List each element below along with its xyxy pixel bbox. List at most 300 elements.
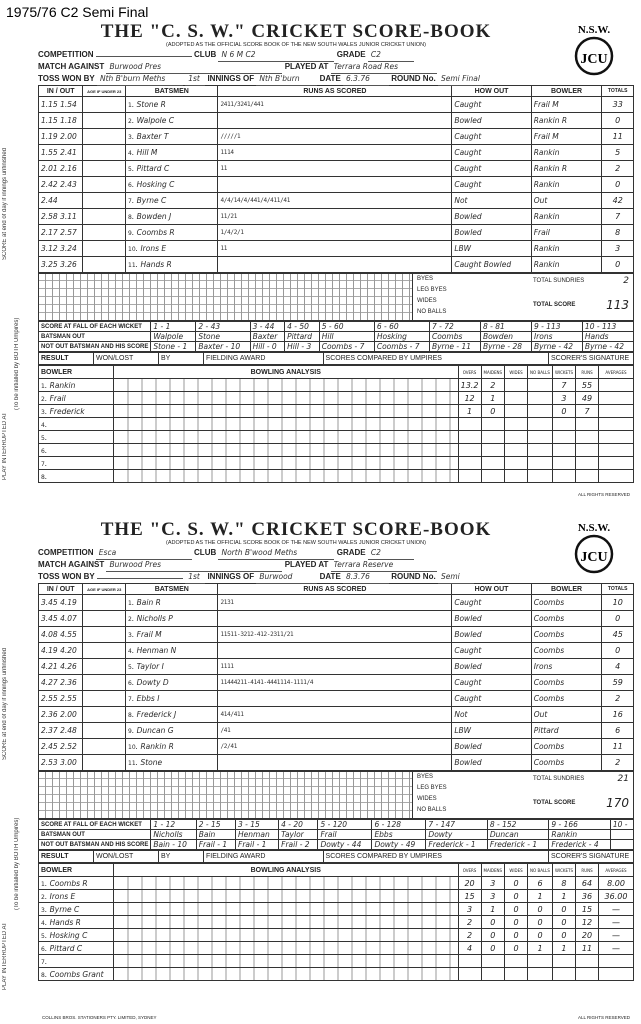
batsman-how-out: Bowled: [452, 611, 531, 627]
bowler-overs: [458, 418, 481, 431]
batsman-runs: [218, 643, 452, 659]
date-label-2: DATE: [319, 572, 341, 581]
tally-grid: [38, 273, 634, 321]
bowler-wides: 0: [505, 929, 528, 942]
bowler-name: 8. Coombs Grant: [39, 968, 114, 981]
total-sundries-label-2: TOTAL SUNDRIES: [533, 776, 585, 782]
batsman-bowler: Frail M: [531, 97, 602, 113]
totals-header: TOTALS: [602, 86, 634, 97]
batsman-time: 2.01 2.16: [39, 161, 83, 177]
batsman-total: 4: [602, 659, 634, 675]
bowler-runs: 49: [576, 392, 599, 405]
bowler-maidens: 1: [481, 392, 505, 405]
bowler-no-balls: [528, 968, 553, 981]
bowler-wickets: 0: [552, 405, 575, 418]
batsman-name: 9. Coombs R: [126, 225, 218, 241]
bowler-wickets: [552, 955, 575, 968]
batsman-total: 2: [602, 755, 634, 771]
not-out-label: NOT OUT BATSMAN AND HIS SCORE: [39, 342, 151, 352]
bowler-row: [39, 470, 634, 483]
batsman-total: 5: [602, 145, 634, 161]
bowler-wickets: [552, 457, 575, 470]
batsman-runs: 1114: [218, 145, 452, 161]
bowler-name: 7.: [39, 457, 114, 470]
scorer-signature-label-2: SCORER'S SIGNATURE: [549, 851, 634, 863]
bowler-overs: 2: [458, 916, 481, 929]
grade-value: C2: [368, 49, 414, 62]
batsman-name: 1. Stone R: [126, 97, 218, 113]
batsman-total: 0: [602, 177, 634, 193]
batsman-row: [39, 595, 634, 611]
bowler-average: [599, 392, 634, 405]
bowler-wides: [505, 968, 528, 981]
bowler-no-balls: [528, 444, 553, 457]
bowler-average: [599, 968, 634, 981]
bowler-maidens: [481, 418, 505, 431]
by-label: BY: [159, 353, 204, 365]
bowler-runs: 55: [576, 379, 599, 392]
book-subtitle: (ADOPTED AS THE OFFICIAL SCORE BOOK OF THE NEW SOUTH WALES JUNIOR CRICKET UNION): [166, 42, 426, 48]
batsman-row: [39, 707, 634, 723]
batsman-row: [39, 241, 634, 257]
bowler-name: 2. Irons E: [39, 890, 114, 903]
bowler-row: [39, 457, 634, 470]
batsman-total: 10: [602, 595, 634, 611]
batsman-bowler: Coombs: [531, 739, 602, 755]
batsman-time: 2.44: [39, 193, 83, 209]
bowler-header-2: BOWLER: [531, 584, 602, 595]
played-at-value-2: Terrara Reserve: [331, 559, 437, 572]
batsman-age: [83, 209, 126, 225]
bowler-no-balls: 1: [528, 890, 553, 903]
played-at-label: PLAYED AT: [284, 62, 329, 71]
age-header: AGE IF UNDER 23: [83, 86, 126, 97]
by-label-2: BY: [159, 851, 204, 863]
batsman-name: 2. Walpole C: [126, 113, 218, 129]
batsman-age: [83, 627, 126, 643]
bowler-row: [39, 418, 634, 431]
bowler-no-balls: [528, 392, 553, 405]
bowler-maidens: [481, 444, 505, 457]
batsman-how-out: Bowled: [452, 739, 531, 755]
result-row: [38, 352, 634, 365]
bowler-wickets: [552, 444, 575, 457]
fielding-award-label: FIELDING AWARD: [204, 353, 324, 365]
bowler-wickets: 0: [552, 916, 575, 929]
batsman-age: [83, 755, 126, 771]
competition-row-2: [38, 547, 634, 559]
batsman-row: [39, 659, 634, 675]
bowling-table: BOWLER BOWLING ANALYSIS OVERS MAIDENS WIDES NO BALLS WICKETS RUNS AVERAGES 1. Rankin 13.2 2 7 55 2. Frail 12 1 3 49 3. Frederick 1 0 0 7 4. 5. 6. 7. 8.: [38, 365, 634, 483]
bowling-analysis-header-2: BOWLING ANALYSIS: [114, 864, 459, 877]
batsman-name: 8. Frederick J: [126, 707, 218, 723]
batsman-how-out: Not: [452, 707, 531, 723]
toss-label-2: TOSS WON BY: [38, 572, 95, 581]
bowler-overs: [458, 968, 481, 981]
innings-label: INNINGS OF: [207, 74, 255, 83]
bowler-row: [39, 392, 634, 405]
bowler-wides: [505, 444, 528, 457]
batting-table-2: [38, 583, 634, 771]
toss-row-2: [38, 571, 634, 583]
wides-label: WIDES: [417, 298, 437, 304]
leg-byes-label: LEG BYES: [417, 287, 447, 293]
batsman-bowler: Rankin: [531, 209, 602, 225]
batsman-name: 3. Frail M: [126, 627, 218, 643]
bowling-overs-grid: [114, 457, 459, 470]
no-balls-label: NO BALLS: [417, 309, 447, 315]
batsman-age: [83, 145, 126, 161]
bowler-average: —: [599, 929, 634, 942]
logo-text: N.S.W.: [577, 24, 611, 36]
bowler-runs: 36: [576, 890, 599, 903]
bowler-runs: [576, 968, 599, 981]
bowler-wickets: 8: [552, 877, 575, 890]
bowler-wides: [505, 955, 528, 968]
bowling-overs-grid: [114, 418, 459, 431]
bowler-name: 1. Coombs R: [39, 877, 114, 890]
won-lost-label-2: WON/LOST: [94, 851, 159, 863]
batsman-age: [83, 723, 126, 739]
toss-value: Nth B'burn Meths: [97, 73, 183, 86]
batsman-bowler: Pittard: [531, 723, 602, 739]
bowler-name: 8.: [39, 470, 114, 483]
bowler-average: —: [599, 916, 634, 929]
side-interrupted-label: PLAY INTERRUPTED AT: [2, 412, 8, 480]
batsman-how-out: Bowled: [452, 113, 531, 129]
batsman-total: 42: [602, 193, 634, 209]
publisher-text: COLLINS BROS. STATIONERS PTY. LIMITED, SYDNEY: [42, 1015, 157, 1020]
bowler-maidens: 1: [481, 903, 505, 916]
batsman-runs: [218, 611, 452, 627]
total-sundries-label: TOTAL SUNDRIES: [533, 278, 585, 284]
bowling-overs-grid: [114, 903, 459, 916]
bowler-no-balls: [528, 457, 553, 470]
batsman-runs: /////1: [218, 129, 452, 145]
bowler-name: 4. Hands R: [39, 916, 114, 929]
batsman-total: 0: [602, 611, 634, 627]
how-out-header: HOW OUT: [452, 86, 531, 97]
bowler-row: [39, 916, 634, 929]
batsman-age: [83, 113, 126, 129]
batsman-bowler: Coombs: [531, 595, 602, 611]
bowler-maidens: 0: [481, 929, 505, 942]
club-label: CLUB: [194, 50, 217, 59]
bowling-overs-grid: [114, 942, 459, 955]
batsman-time: 2.53 3.00: [39, 755, 83, 771]
bowler-wickets: 3: [552, 392, 575, 405]
club-value-2: North B'wood Meths: [218, 547, 334, 560]
bowler-name: 5.: [39, 431, 114, 444]
batsman-bowler: Rankin: [531, 145, 602, 161]
batsman-age: [83, 691, 126, 707]
batsman-bowler: Out: [531, 193, 602, 209]
batsman-time: 3.25 3.26: [39, 257, 83, 273]
bowler-wides: [505, 431, 528, 444]
bowler-name: 3. Byrne C: [39, 903, 114, 916]
batsman-bowler: Frail: [531, 225, 602, 241]
batsman-runs: [218, 113, 452, 129]
batsman-how-out: Bowled: [452, 659, 531, 675]
batsman-row: [39, 145, 634, 161]
batsman-bowler: Rankin: [531, 257, 602, 273]
bowler-runs: [576, 955, 599, 968]
batsman-how-out: Caught: [452, 643, 531, 659]
batsman-total: 0: [602, 643, 634, 659]
batsman-age: [83, 643, 126, 659]
batsman-bowler: Out: [531, 707, 602, 723]
batsman-how-out: Bowled: [452, 225, 531, 241]
batsman-how-out: Caught: [452, 145, 531, 161]
bowler-maidens: 2: [481, 379, 505, 392]
batsman-bowler: Rankin: [531, 177, 602, 193]
batsman-time: 3.45 4.07: [39, 611, 83, 627]
total-score-label: TOTAL SCORE: [533, 302, 576, 308]
bowler-name: 6. Pittard C: [39, 942, 114, 955]
batsman-name: 7. Ebbs I: [126, 691, 218, 707]
batsman-runs: 1111: [218, 659, 452, 675]
batsman-age: [83, 659, 126, 675]
batsman-name: 5. Taylor I: [126, 659, 218, 675]
batsman-how-out: Caught: [452, 129, 531, 145]
bowling-overs-grid: [114, 890, 459, 903]
batsman-how-out: Bowled: [452, 627, 531, 643]
bowling-overs-grid: [114, 431, 459, 444]
batsman-runs: [218, 257, 452, 273]
batsman-total: 11: [602, 129, 634, 145]
batsman-bowler: Coombs: [531, 611, 602, 627]
fow-label: SCORE AT FALL OF EACH WICKET: [39, 322, 151, 332]
bowler-no-balls: [528, 379, 553, 392]
bowler-average: [599, 955, 634, 968]
bowling-overs-grid: [114, 405, 459, 418]
bowler-no-balls: [528, 470, 553, 483]
bowler-wickets: [552, 470, 575, 483]
bowler-no-balls: 1: [528, 942, 553, 955]
age-header-2: AGE IF UNDER 23: [83, 584, 126, 595]
rights-text: ALL RIGHTS RESERVED: [577, 492, 630, 497]
innings-value-2: Burwood: [256, 571, 317, 584]
bowler-maidens: [481, 457, 505, 470]
bowler-runs: 12: [576, 916, 599, 929]
batsman-bowler: Rankin R: [531, 113, 602, 129]
batsman-row: [39, 193, 634, 209]
batsman-age: [83, 595, 126, 611]
bowling-overs-grid: [114, 877, 459, 890]
batsman-how-out: Caught: [452, 691, 531, 707]
logo-mark: JCU: [580, 52, 608, 67]
bowler-runs: 15: [576, 903, 599, 916]
wides-label-2: WIDES: [417, 796, 437, 802]
innings-label-2: INNINGS OF: [207, 572, 255, 581]
bowler-row: [39, 929, 634, 942]
totals-header-2: TOTALS: [602, 584, 634, 595]
batsman-time: 4.08 4.55: [39, 627, 83, 643]
batting-table: [38, 85, 634, 273]
bowling-overs-grid: [114, 470, 459, 483]
bowler-wickets: 1: [552, 890, 575, 903]
bowler-name: 3. Frederick: [39, 405, 114, 418]
batsman-name: 5. Pittard C: [126, 161, 218, 177]
time-header: IN / OUT: [39, 86, 83, 97]
batsman-runs: 1/4/2/1: [218, 225, 452, 241]
batsman-age: [83, 193, 126, 209]
runs-header: RUNS AS SCORED: [218, 86, 452, 97]
match-row-2: [38, 559, 634, 571]
batsman-name: 4. Henman N: [126, 643, 218, 659]
batsman-runs: 11/21: [218, 209, 452, 225]
scorer-signature-label: SCORER'S SIGNATURE: [549, 353, 634, 365]
batsman-name: 11. Hands R: [126, 257, 218, 273]
batsman-bowler: Rankin R: [531, 161, 602, 177]
match-against-label-2: MATCH AGAINST: [38, 560, 105, 569]
side-interrupted-label-2: PLAY INTERRUPTED AT: [2, 922, 8, 990]
played-at-value: Terrara Road Res: [331, 61, 437, 74]
bowler-average: —: [599, 942, 634, 955]
competition-value-2: Esca: [96, 547, 192, 560]
competition-label: COMPETITION: [38, 50, 94, 59]
total-sundries-value: 2: [623, 276, 629, 286]
batsman-row: [39, 177, 634, 193]
batsman-age: [83, 611, 126, 627]
bowler-name: 4.: [39, 418, 114, 431]
batsman-runs: 11: [218, 241, 452, 257]
batsman-how-out: Caught: [452, 675, 531, 691]
competition-value: [96, 56, 192, 57]
bowler-overs: [458, 457, 481, 470]
toss-value-2: [97, 578, 183, 579]
batsman-time: 1.15 1.18: [39, 113, 83, 129]
batsman-time: 2.55 2.55: [39, 691, 83, 707]
bowler-runs: 7: [576, 405, 599, 418]
batsman-time: 2.17 2.57: [39, 225, 83, 241]
toss-label: TOSS WON BY: [38, 74, 95, 83]
batsman-runs: [218, 177, 452, 193]
club-value: N 6 M C2: [218, 49, 334, 62]
bowler-maidens: 0: [481, 405, 505, 418]
bowler-header: BOWLER: [531, 86, 602, 97]
bowler-wides: [505, 392, 528, 405]
batsmen-header: BATSMEN: [126, 86, 218, 97]
bowler-name: 1. Rankin: [39, 379, 114, 392]
bowling-overs-grid: [114, 444, 459, 457]
grade-label-2: GRADE: [336, 548, 366, 557]
bowler-maidens: [481, 955, 505, 968]
bowler-wickets: [552, 418, 575, 431]
batsman-how-out: Caught: [452, 595, 531, 611]
bowler-average: —: [599, 903, 634, 916]
scores-compared-label-2: SCORES COMPARED BY UMPIRES: [323, 851, 548, 863]
batsman-age: [83, 707, 126, 723]
result-label-2: RESULT: [39, 851, 94, 863]
bowler-wides: [505, 405, 528, 418]
side-initial-label: (To be initialled by BOTH Umpires): [14, 317, 20, 410]
round-label-2: ROUND No.: [391, 572, 436, 581]
batsman-row: [39, 627, 634, 643]
batsman-total: 7: [602, 209, 634, 225]
batsman-time: 4.19 4.20: [39, 643, 83, 659]
not-out-label-2: NOT OUT BATSMAN AND HIS SCORE: [39, 840, 151, 850]
won-lost-label: WON/LOST: [94, 353, 159, 365]
bowler-maidens: [481, 968, 505, 981]
bowler-no-balls: 0: [528, 929, 553, 942]
fall-of-wickets-table: SCORE AT FALL OF EACH WICKET 1 - 1 2 - 43 3 - 44 4 - 50 5 - 60 6 - 60 7 - 72 8 - 81 9 - 113 10 - 113 BATSMAN OUT Walpole Stone Baxter Pittard Hill Hosking Coombs Bowden Irons Hands NOT OUT BATSMAN AND HIS SCORE Stone - 1 Baxter - 10 Hill - 0 Hill - 3 Coombs - 7 Coombs - 7 Byrne - 11 Byrne - 28 Byrne - 42 Byrne - 42: [38, 321, 634, 352]
batsman-time: 2.42 2.43: [39, 177, 83, 193]
played-at-label-2: PLAYED AT: [284, 560, 329, 569]
bowler-no-balls: 6: [528, 877, 553, 890]
bowling-overs-grid: [114, 392, 459, 405]
batsman-row: [39, 225, 634, 241]
batsman-total: 16: [602, 707, 634, 723]
rights-text-2: ALL RIGHTS RESERVED: [577, 1015, 630, 1020]
batsman-runs: 414/411: [218, 707, 452, 723]
match-row: [38, 61, 634, 73]
batsman-age: [83, 129, 126, 145]
batsman-runs: 11444211-4141-4441114-1111/4: [218, 675, 452, 691]
bowler-wides: [505, 418, 528, 431]
batsman-row: [39, 257, 634, 273]
batsman-how-out: Not: [452, 193, 531, 209]
batsman-row: [39, 643, 634, 659]
batsman-name: 10. Rankin R: [126, 739, 218, 755]
innings-number: 1st: [185, 73, 205, 86]
batsman-time: 2.36 2.00: [39, 707, 83, 723]
batsman-runs: /2/41: [218, 739, 452, 755]
batsman-bowler: Coombs: [531, 627, 602, 643]
batsman-bowler: Irons: [531, 659, 602, 675]
bowler-col-header: BOWLER: [39, 366, 114, 379]
book-subtitle-2: (ADOPTED AS THE OFFICIAL SCORE BOOK OF THE NEW SOUTH WALES JUNIOR CRICKET UNION): [166, 540, 426, 546]
batsman-row: [39, 739, 634, 755]
bowler-wickets: 1: [552, 942, 575, 955]
side-initial-label-2: (To be initialled by BOTH Umpires): [14, 817, 20, 910]
bowler-wides: 0: [505, 916, 528, 929]
sundries-box-2: [412, 772, 633, 818]
bowler-row: [39, 877, 634, 890]
batsman-total: 45: [602, 627, 634, 643]
batsman-runs: 2411/3241/441: [218, 97, 452, 113]
bowler-maidens: [481, 431, 505, 444]
batsman-row: [39, 691, 634, 707]
match-against-value: Burwood Pres: [106, 61, 282, 74]
batsman-bowler: Coombs: [531, 755, 602, 771]
batsman-total: 8: [602, 225, 634, 241]
bowler-runs: 20: [576, 929, 599, 942]
batsman-total: 2: [602, 691, 634, 707]
bowler-runs: [576, 470, 599, 483]
bowler-average: [599, 457, 634, 470]
bowler-maidens: 3: [481, 890, 505, 903]
batsman-total: 11: [602, 739, 634, 755]
bowler-maidens: 0: [481, 942, 505, 955]
batsman-how-out: Caught Bowled: [452, 257, 531, 273]
bowler-overs: 4: [458, 942, 481, 955]
bowler-average: [599, 405, 634, 418]
batsman-total: 0: [602, 113, 634, 129]
innings-value: Nth B'burn: [256, 73, 317, 86]
bowling-overs-grid: [114, 968, 459, 981]
bowler-row: [39, 405, 634, 418]
batsman-row: [39, 113, 634, 129]
bowling-overs-grid: [114, 955, 459, 968]
batsman-how-out: Bowled: [452, 209, 531, 225]
bowler-row: [39, 444, 634, 457]
toss-row: [38, 73, 634, 85]
result-row-2: [38, 850, 634, 863]
bowling-overs-grid: [114, 916, 459, 929]
bowler-runs: [576, 431, 599, 444]
bowler-row: [39, 968, 634, 981]
